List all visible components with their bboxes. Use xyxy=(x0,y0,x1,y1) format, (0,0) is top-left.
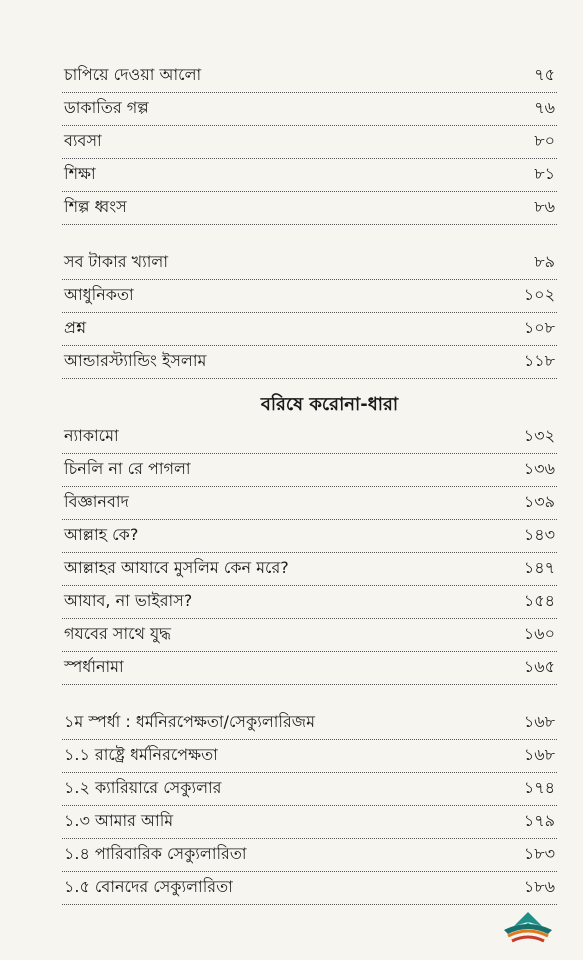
toc-entry-title: ১.৩ আমার আমি xyxy=(64,811,174,830)
toc-entry-page: ৭৬ xyxy=(534,98,555,117)
toc-entry-page: ৮০ xyxy=(534,131,555,150)
toc-entry-title: বিজ্ঞানবাদ xyxy=(64,492,129,511)
toc-entry-page: ১০২ xyxy=(523,285,555,304)
toc-entry-title: ১.৪ পারিবারিক সেক্যুলারিতা xyxy=(64,844,247,863)
toc-entry xyxy=(62,454,557,487)
toc-entry-title: ১.৫ বোনদের সেক্যুলারিতা xyxy=(64,877,233,896)
toc-entry xyxy=(62,553,557,586)
toc-entry-title: আধুনিকতা xyxy=(64,285,134,304)
toc-entry-page: ১০৮ xyxy=(523,318,555,337)
toc-group-1 xyxy=(62,60,557,225)
toc-entry-title: চিনলি না রে পাগলা xyxy=(64,459,191,478)
toc-entry xyxy=(62,773,557,806)
toc-entry-page: ১৩৯ xyxy=(523,492,555,511)
toc-entry-page: ৮৯ xyxy=(534,252,555,271)
toc-entry xyxy=(62,520,557,553)
toc-entry-title: আল্লাহ কে? xyxy=(64,525,139,544)
toc-entry xyxy=(62,619,557,652)
toc-group-2 xyxy=(62,247,557,379)
toc-entry-page: ১৭৯ xyxy=(523,811,555,830)
toc-entry xyxy=(62,159,557,192)
toc-entry-page: ১৪৭ xyxy=(523,558,555,577)
group-spacer xyxy=(62,685,557,707)
toc-entry-title: ব্যবসা xyxy=(64,131,102,150)
toc-entry xyxy=(62,586,557,619)
toc-entry-page: ১৬৫ xyxy=(523,657,555,676)
toc-entry xyxy=(62,740,557,773)
toc-entry-title: ন্যাকামো xyxy=(64,426,119,445)
toc-entry-page: ১৫৪ xyxy=(523,591,555,610)
toc-entry-page: ১৩৬ xyxy=(523,459,555,478)
toc-group-4 xyxy=(62,707,557,905)
toc-entry xyxy=(62,126,557,159)
toc-entry xyxy=(62,652,557,685)
toc-entry-page: ১৭৪ xyxy=(523,778,555,797)
toc-entry-page: ১৮৩ xyxy=(523,844,555,863)
toc-entry-page: ১৬৮ xyxy=(523,745,555,764)
toc-entry xyxy=(62,93,557,126)
toc-entry-page: ৭৫ xyxy=(534,65,555,84)
toc-entry xyxy=(62,806,557,839)
toc-entry-page: ১১৮ xyxy=(523,351,555,370)
toc-entry xyxy=(62,313,557,346)
toc-entry-page: ১৮৬ xyxy=(523,877,555,896)
toc-entry-page: ১৩২ xyxy=(523,426,555,445)
toc-entry-title: স্পর্ধানামা xyxy=(64,657,124,676)
toc-entry-title: ডাকাতির গল্প xyxy=(64,98,149,117)
publisher-logo-icon xyxy=(498,908,558,948)
toc-entry xyxy=(62,247,557,280)
toc-entry-title: চাপিয়ে দেওয়া আলো xyxy=(64,65,202,84)
toc-entry-page: ১৬৮ xyxy=(523,712,555,731)
toc-group-3 xyxy=(62,421,557,685)
toc-entry xyxy=(62,60,557,93)
toc-entry xyxy=(62,280,557,313)
toc-entry-title: শিক্ষা xyxy=(64,164,96,183)
group-spacer xyxy=(62,225,557,247)
toc-entry-title: ১.১ রাষ্ট্রে ধর্মনিরপেক্ষতা xyxy=(64,745,218,764)
toc-entry-page: ৮১ xyxy=(534,164,555,183)
toc-entry-page: ১৪৩ xyxy=(523,525,555,544)
toc-entry xyxy=(62,872,557,905)
toc-entry-title: আযাব, না ভাইরাস? xyxy=(64,591,193,610)
toc-entry-title: আল্লাহর আযাবে মুসলিম কেন মরে? xyxy=(64,558,289,577)
toc-entry-title: আন্ডারস্ট্যান্ডিং ইসলাম xyxy=(64,351,207,370)
toc-entry-title: ১.২ ক্যারিয়ারে সেক্যুলার xyxy=(64,778,222,797)
toc-entry-title: প্রশ্ন xyxy=(64,318,87,337)
toc-entry-title: ১ম স্পর্ধা : ধর্মনিরপেক্ষতা/সেক্যুলারিজম xyxy=(64,712,315,731)
toc-entry-title: সব টাকার খ্যালা xyxy=(64,252,168,271)
toc-entry-title: গযবের সাথে যুদ্ধ xyxy=(64,624,171,643)
section-title: বরিষে করোনা-ধারা xyxy=(260,394,399,415)
toc-entry xyxy=(62,346,557,379)
toc-entry-title: শিল্প ধ্বংস xyxy=(64,197,127,216)
toc-entry-page: ৮৬ xyxy=(534,197,555,216)
toc-entry xyxy=(62,839,557,872)
toc-entry xyxy=(62,421,557,454)
toc-entry xyxy=(62,707,557,740)
toc-entry xyxy=(62,192,557,225)
toc-entry xyxy=(62,487,557,520)
toc-entry-page: ১৬০ xyxy=(523,624,555,643)
table-of-contents xyxy=(62,60,557,905)
